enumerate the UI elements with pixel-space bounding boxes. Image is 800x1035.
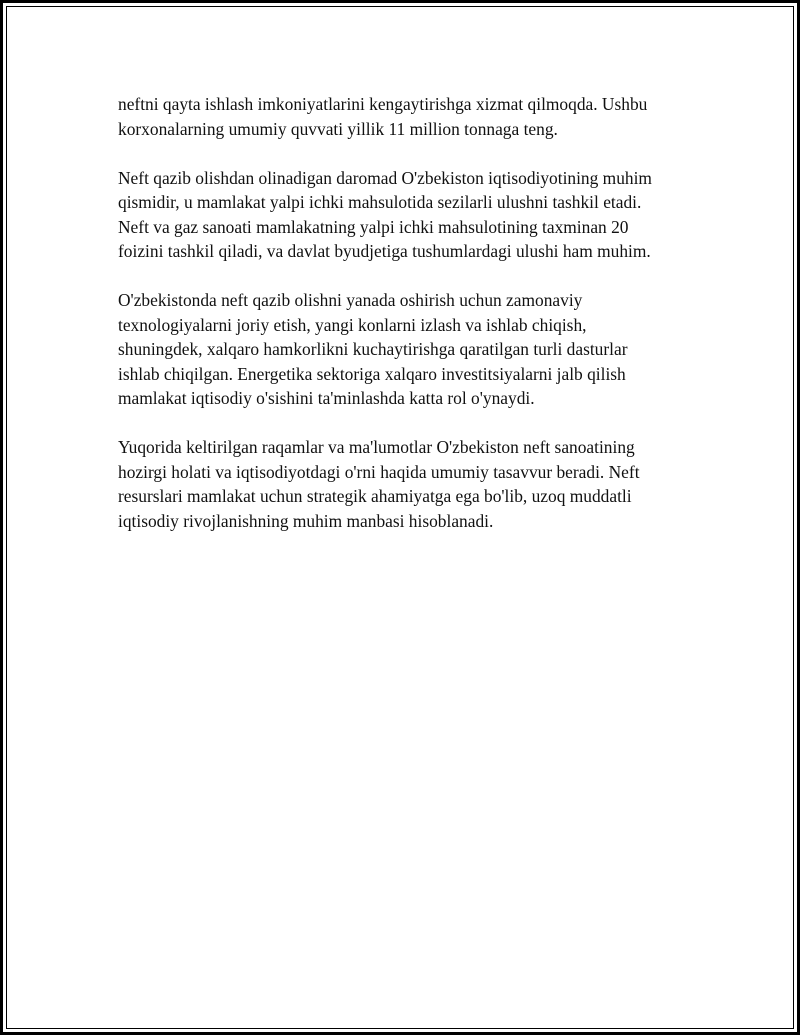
paragraph-line: texnologiyalarni joriy etish, yangi konlarni izlash va ishlab chiqish, bbox=[118, 314, 587, 335]
paragraph-line: ishlab chiqilgan. Energetika sektoriga xalqaro investitsiyalarni jalb qilish bbox=[118, 363, 626, 384]
paragraph-line: resurslari mamlakat uchun strategik ahamiyatga ega bo'lib, uzoq muddatli bbox=[118, 486, 632, 506]
document-body bbox=[118, 92, 698, 558]
paragraph-line: iqtisodiy rivojlanishning muhim manbasi hisoblanadi. bbox=[118, 510, 494, 531]
paragraph-line: Yuqorida keltirilgan raqamlar va ma'lumotlar O'zbekiston neft sanoatining bbox=[118, 437, 635, 457]
paragraph-3 bbox=[118, 288, 698, 411]
paragraph-line: Neft qazib olishdan olinadigan daromad O'zbekiston iqtisodiyotining muhim bbox=[118, 167, 652, 188]
paragraph-line: O'zbekistonda neft qazib olishni yanada oshirish uchun zamonaviy bbox=[118, 290, 583, 310]
paragraph-4 bbox=[118, 435, 698, 533]
paragraph-line: hozirgi holati va iqtisodiyotdagi o'rni haqida umumiy tasavvur beradi. Neft bbox=[118, 461, 640, 482]
paragraph-line: Neft va gaz sanoati mamlakatning yalpi ichki mahsulotining taxminan 20 bbox=[118, 216, 629, 237]
paragraph-line: mamlakat iqtisodiy o'sishini ta'minlashda katta rol o'ynaydi. bbox=[118, 388, 535, 408]
paragraph-2 bbox=[118, 166, 698, 264]
paragraph-line: shuningdek, xalqaro hamkorlikni kuchaytirishga qaratilgan turli dasturlar bbox=[118, 339, 628, 359]
paragraph-1 bbox=[118, 92, 698, 141]
paragraph-line: foizini tashkil qiladi, va davlat byudjetiga tushumlardagi ulushi ham muhim. bbox=[118, 241, 651, 261]
paragraph-line: neftni qayta ishlash imkoniyatlarini kengaytirishga xizmat qilmoqda. Ushbu bbox=[118, 94, 648, 114]
paragraph-line: qismidir, u mamlakat yalpi ichki mahsulotida sezilarli ulushni tashkil etadi. bbox=[118, 192, 642, 212]
paragraph-line: korxonalarning umumiy quvvati yillik 11 million tonnaga teng. bbox=[118, 118, 558, 139]
